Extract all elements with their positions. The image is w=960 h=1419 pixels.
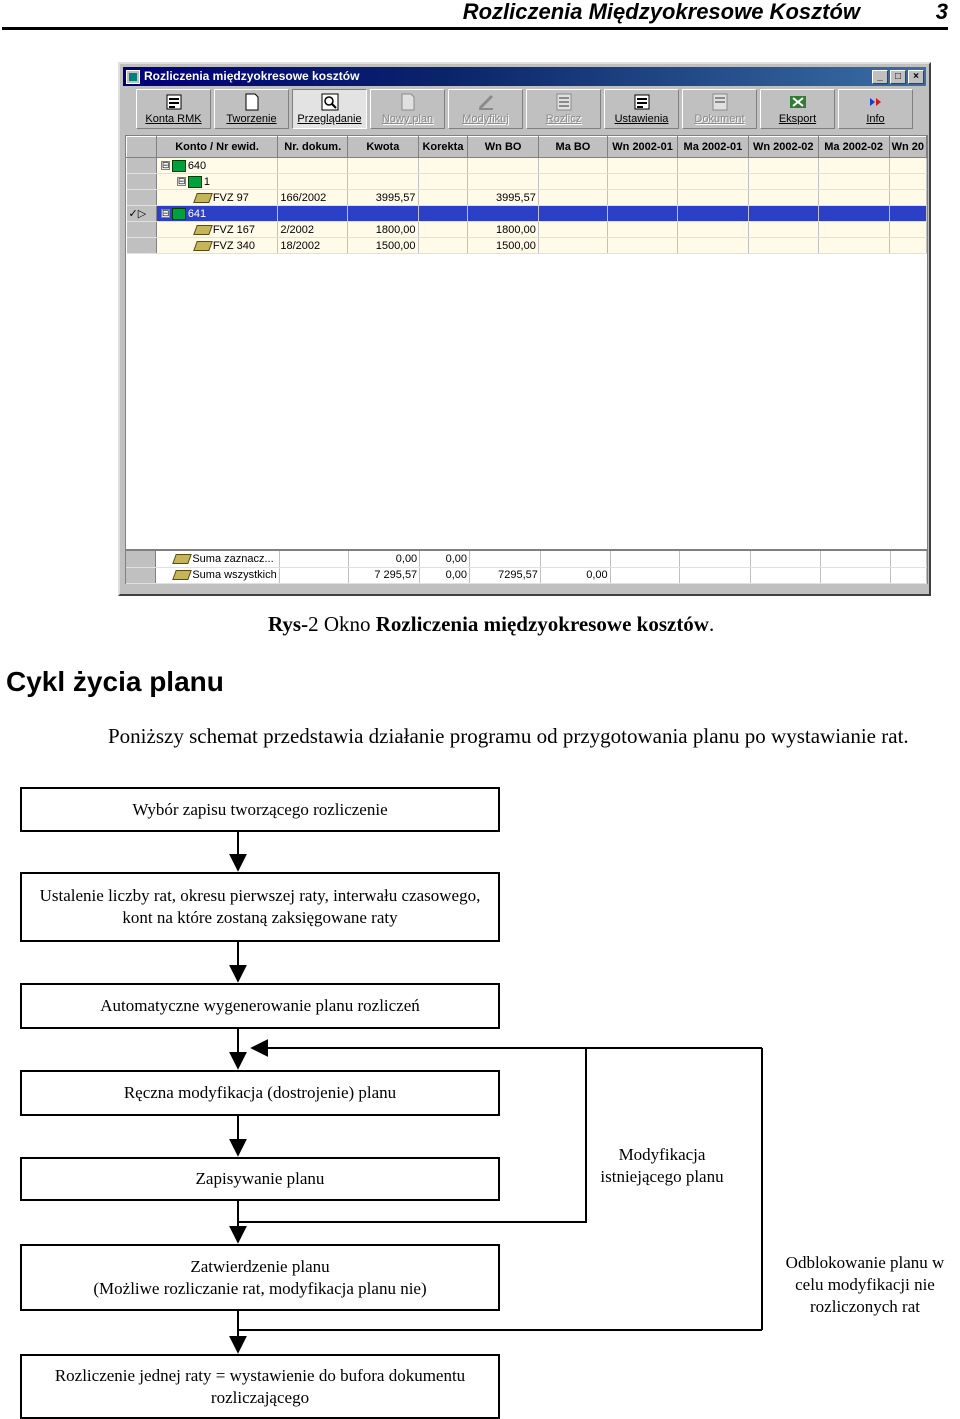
table-cell: 18/2002 [278, 238, 348, 254]
table-cell: 1800,00 [468, 222, 538, 238]
column-header[interactable]: Konto / Nr ewid. [156, 137, 278, 158]
column-header[interactable]: Wn 2002-02 [748, 137, 818, 158]
table-cell: 1800,00 [348, 222, 418, 238]
caption-name: Rozliczenia międzyokresowe kosztów [375, 612, 709, 636]
summary-cell: 0,00 [420, 551, 470, 567]
page-number: 3 [935, 0, 948, 24]
close-button[interactable]: × [908, 70, 924, 84]
flow-step-4-text: Ręczna modyfikacja (dostrojenie) planu [123, 1083, 397, 1102]
caption-prefix: Rys- [268, 612, 309, 636]
maximize-button[interactable]: □ [890, 70, 906, 84]
summary-label: Suma wszystkich [192, 569, 277, 581]
column-header[interactable]: Wn 2002-01 [608, 137, 678, 158]
toolbar-label: Ustawienia [614, 113, 669, 125]
summary-cell: 0,00 [349, 551, 420, 567]
flow-side-unlock: Odblokowanie planu w celu modyfikacji nie rozliczonych rat [785, 1253, 945, 1316]
column-header[interactable]: Ma BO [538, 137, 607, 158]
flow-step-1-text: Wybór zapisu tworzącego rozliczenie [132, 799, 388, 819]
summary-cell: 0,00 [420, 567, 470, 583]
tree-label: FVZ 167 [212, 223, 255, 236]
flow-step-7 [20, 1354, 500, 1419]
caption-suffix: . [708, 612, 715, 636]
flow-step-4 [20, 1070, 500, 1116]
column-header[interactable]: Kwota [348, 137, 418, 158]
flow-step-6-note: (Możliwe rozliczanie rat, modyfikacja planu nie) [93, 1278, 427, 1298]
table-cell: 166/2002 [278, 190, 348, 206]
current-row-icon: ▷ [137, 208, 147, 220]
flow-step-7-text: Rozliczenie jednej raty = wystawienie do bufora dokumentu rozliczającego [54, 1365, 466, 1407]
flow-step-6 [20, 1244, 500, 1311]
toolbar-label: Nowy plan [381, 113, 434, 125]
column-header[interactable]: Ma 2002-01 [678, 137, 749, 158]
summary-cell: 7 295,57 [349, 567, 420, 583]
minimize-button[interactable]: _ [872, 70, 888, 84]
flow-step-2 [20, 872, 500, 942]
table-cell: 1500,00 [468, 238, 538, 254]
check-icon: ✓ [128, 208, 138, 220]
caption-middle: Okno [318, 612, 376, 636]
page-header-title: Rozliczenia Międzyokresowe Kosztów [462, 0, 860, 24]
column-header[interactable]: Ma 2002-02 [818, 137, 889, 158]
summary-cell: 7295,57 [470, 567, 541, 583]
column-header[interactable]: Wn BO [468, 137, 538, 158]
column-header[interactable]: Nr. dokum. [278, 137, 348, 158]
table-cell: 1500,00 [348, 238, 418, 254]
flow-step-5-text: Zapisywanie planu [195, 1169, 325, 1188]
caption-number: 2 [308, 612, 319, 636]
tree-label: 640 [187, 159, 207, 172]
summary-cell: 0,00 [540, 567, 610, 583]
table-cell: 2/2002 [278, 222, 348, 238]
summary-label: Suma zaznacz... [192, 552, 274, 565]
tree-label: FVZ 340 [212, 239, 255, 252]
column-header[interactable]: Korekta [418, 137, 468, 158]
collapse-icon[interactable]: ⊟ [161, 160, 170, 170]
collapse-icon[interactable]: ⊟ [161, 208, 170, 218]
toolbar-label: Info [866, 113, 885, 125]
tree-label: FVZ 97 [212, 191, 249, 204]
tree-label: 1 [203, 175, 210, 188]
toolbar-label: Rozlicz [545, 113, 582, 125]
column-header[interactable]: Wn 20 [889, 137, 926, 158]
flow-step-3 [20, 983, 500, 1029]
flow-step-2-text: Ustalenie liczby rat, okresu pierwszej raty, interwału czasowego, kont na które zostaną zaksięgowane raty [39, 886, 481, 927]
collapse-icon[interactable]: ⊟ [177, 176, 186, 186]
toolbar-label: Eksport [778, 113, 817, 125]
table-cell: 3995,57 [468, 190, 538, 206]
table-cell: 3995,57 [348, 190, 418, 206]
intro-paragraph: Poniższy schemat przedstawia działanie programu od przygotowania planu po wystawianie rat. [108, 724, 909, 748]
toolbar-label: Modyfikuj [462, 113, 509, 125]
toolbar-label: Przeglądanie [297, 113, 362, 125]
toolbar-label: Dokument [694, 113, 745, 125]
flow-step-6-title: Zatwierdzenie planu [190, 1256, 330, 1276]
flow-step-3-text: Automatyczne wygenerowanie planu rozliczeń [100, 996, 420, 1015]
window-title: Rozliczenia międzyokresowe kosztów [144, 69, 360, 83]
flow-step-1 [20, 787, 500, 832]
flow-side-modify: Modyfikacja istniejącego planu [600, 1145, 724, 1186]
tree-label: 641 [187, 207, 207, 220]
toolbar-label: Tworzenie [226, 113, 277, 125]
toolbar-label: Konta RMK [145, 113, 202, 125]
flow-step-5 [20, 1157, 500, 1201]
section-heading: Cykl życia planu [6, 666, 224, 697]
